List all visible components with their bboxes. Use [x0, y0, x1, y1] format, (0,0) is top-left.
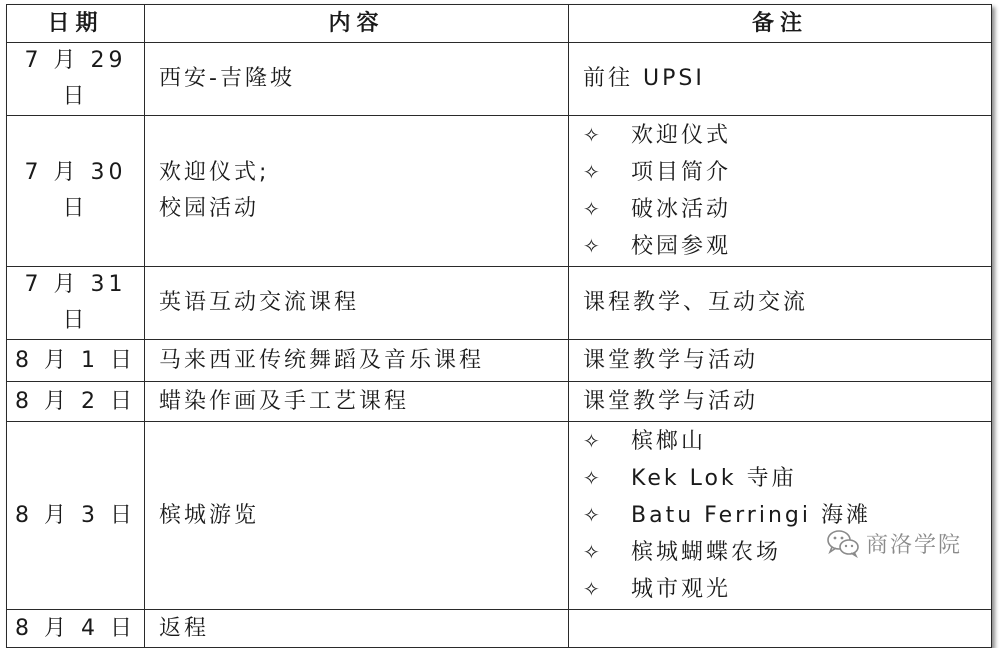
notes-item-text: 槟榔山: [631, 429, 707, 454]
cell-date: 8 月 1 日: [7, 340, 145, 382]
table-row: [7, 267, 992, 340]
notes-item-text: 槟城蝴蝶农场: [631, 540, 782, 565]
cell-notes: [569, 116, 992, 267]
notes-list-item: [583, 117, 991, 154]
wechat-icon: [826, 528, 860, 558]
cell-content: [145, 610, 569, 648]
notes-item-text: 城市观光: [631, 577, 732, 602]
notes-item-text: 项目简介: [631, 160, 732, 185]
cell-content: [145, 340, 569, 382]
cell-content: [145, 267, 569, 340]
cell-notes-empty: [569, 610, 992, 648]
cell-notes: [569, 267, 992, 340]
diamond-bullet-icon: ✧: [583, 160, 600, 184]
table-row: [7, 422, 992, 610]
table-row: [7, 340, 992, 382]
header-date: 日期: [7, 5, 145, 43]
content-line: 校园活动: [159, 196, 260, 221]
cell-notes: [569, 382, 992, 422]
cell-notes: [569, 340, 992, 382]
cell-date: 8 月 4 日: [7, 610, 145, 648]
notes-line: 前往 UPSI: [583, 66, 705, 91]
cell-date: 8 月 2 日: [7, 382, 145, 422]
notes-item-text: Kek Lok 寺庙: [631, 466, 797, 491]
notes-item-text: 校园参观: [631, 234, 732, 259]
diamond-bullet-icon: ✧: [583, 466, 600, 490]
notes-line: 课堂教学与活动: [583, 388, 759, 414]
table-header-row: [7, 5, 992, 43]
diamond-bullet-icon: ✧: [583, 123, 600, 147]
content-line: 返程: [159, 615, 210, 641]
cell-date: 7 月 29 日: [7, 43, 145, 116]
cell-notes: [569, 422, 992, 610]
cell-content: [145, 382, 569, 422]
notes-list-item: [583, 423, 991, 460]
content-line: 英语互动交流课程: [159, 290, 360, 315]
notes-item-text: 破冰活动: [631, 197, 732, 222]
diamond-bullet-icon: ✧: [583, 234, 600, 258]
cell-date: 7 月 30 日: [7, 116, 145, 267]
notes-list-item: [583, 571, 991, 608]
table-row: [7, 116, 992, 267]
diamond-bullet-icon: ✧: [583, 540, 600, 564]
diamond-bullet-icon: ✧: [583, 503, 600, 527]
cell-content: [145, 43, 569, 116]
content-line: 槟城游览: [159, 502, 260, 528]
header-content: 内容: [145, 5, 569, 43]
notes-list-item: [583, 228, 991, 265]
notes-list-item: [583, 154, 991, 191]
cell-content: [145, 116, 569, 267]
header-notes: 备注: [569, 5, 992, 43]
notes-list-item: [583, 191, 991, 228]
content-line: 欢迎仪式;: [159, 160, 270, 185]
cell-content: [145, 422, 569, 610]
watermark-text: 商洛学院: [866, 532, 963, 558]
table-row: [7, 610, 992, 648]
cell-notes: [569, 43, 992, 116]
notes-item-text: 欢迎仪式: [631, 123, 732, 148]
content-line: 蜡染作画及手工艺课程: [159, 388, 410, 414]
notes-item-text: Batu Ferringi 海滩: [631, 503, 871, 528]
diamond-bullet-icon: ✧: [583, 577, 600, 601]
table-row: [7, 43, 992, 116]
content-line: 西安-吉隆坡: [159, 66, 295, 91]
cell-date: 8 月 3 日: [7, 422, 145, 610]
notes-list-item: [583, 460, 991, 497]
notes-line: 课堂教学与活动: [583, 347, 759, 373]
table-row: [7, 382, 992, 422]
watermark: [826, 526, 962, 560]
diamond-bullet-icon: ✧: [583, 429, 600, 453]
notes-line: 课程教学、互动交流: [583, 290, 809, 315]
content-line: 马来西亚传统舞蹈及音乐课程: [159, 347, 485, 373]
cell-date: 7 月 31 日: [7, 267, 145, 340]
diamond-bullet-icon: ✧: [583, 197, 600, 221]
